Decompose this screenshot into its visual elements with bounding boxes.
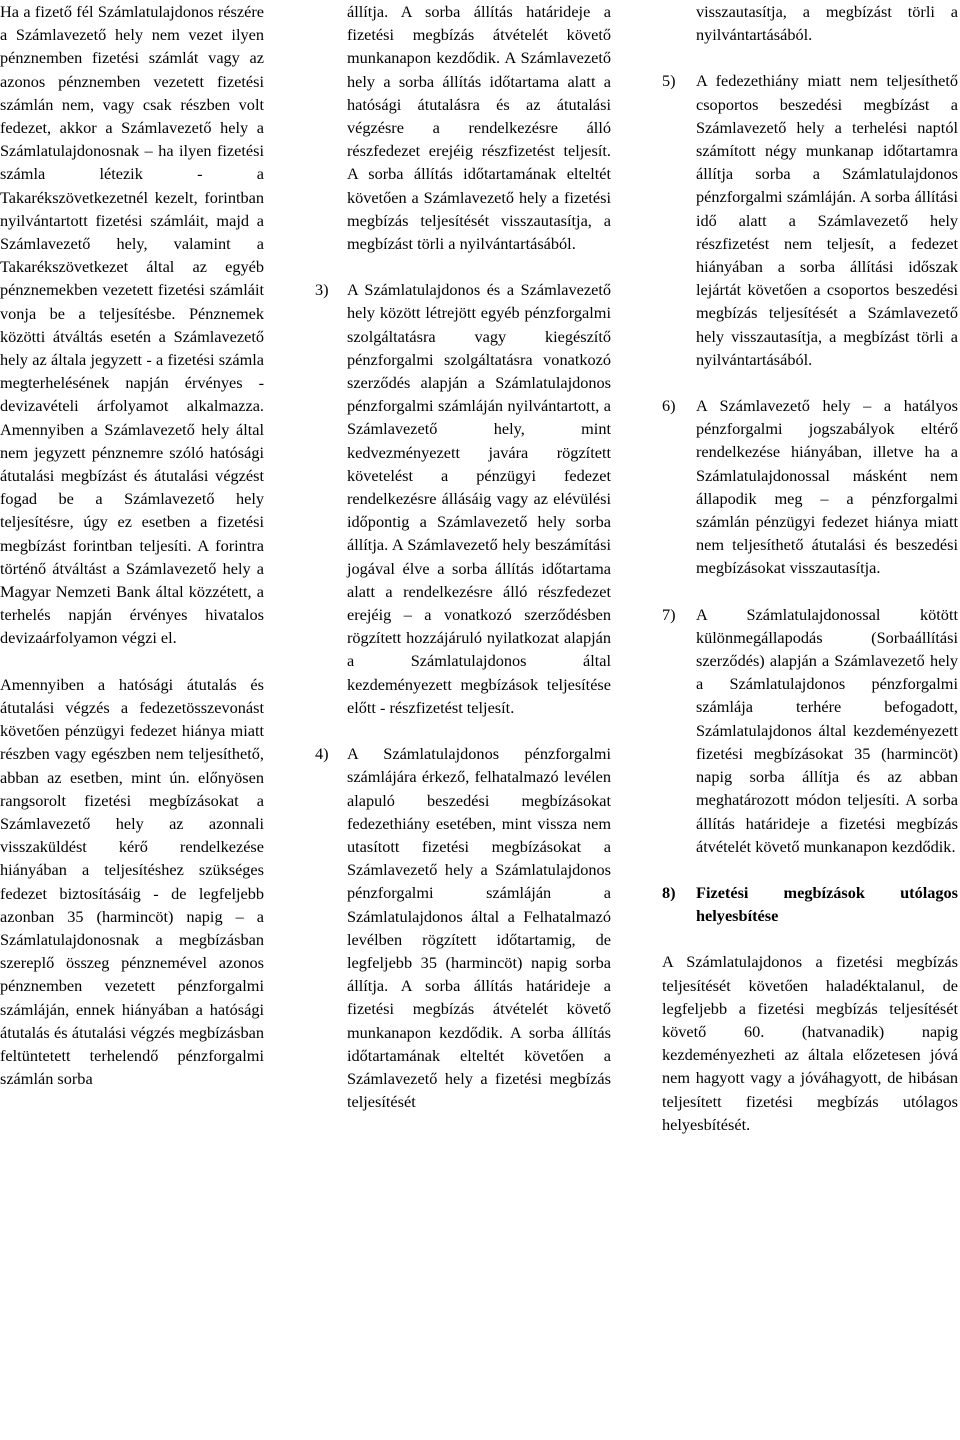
list-number: 6) (662, 396, 676, 416)
paragraph-continued: visszautasítja, a megbízást törli a nyilvántartásából. (696, 2, 958, 45)
list-item-text: A fedezethiány miatt nem teljesíthető csoportos beszedési megbízást a Számlavezető hely a terhelési naptól számított négy munkanap időtartamra állítja sorba a Számlatulajdonos pénzforgalmi számláján. A sorba állítási idő alatt a Számlavezető hely részfizetést nem teljesít, a fedezet hiányában a sorba állítási időszak lejártát követően a csoportos beszedési megbízás teljesítését a Számlavezető hely visszautasítja, a megbízást törli a nyilvántartásából. (696, 71, 958, 369)
column-middle (315, 0, 611, 1113)
list-number: 5) (662, 71, 676, 91)
list-item-5 (662, 69, 958, 371)
section-number: 8) (662, 882, 676, 902)
list-item-text: A Számlatulajdonossal kötött különmegállapodás (Sorbaállítási szerződés) alapján a Számlavezető hely a Számlatulajdonos pénzforgalmi számlája terhére befogadott, Számlatulajdonos által kezdeményezett fizetési megbízásokat 35 (harmincöt) napig sorba állítja és az abban meghatározott módon teljesíti. A sorba állítás határideje a fizetési megbízás átvételét követő munkanapon kezdődik. (696, 604, 958, 856)
list-item-text: A Számlatulajdonos és a Számlavezető hely között létrejött egyéb pénzforgalmi szolgáltatásra vagy kiegészítő pénzforgalmi szolgáltatásra vonatkozó szerződés alapján a Számlatulajdonos pénzforgalmi számláján nyilvántartott, a Számlavezető hely, mint kedvezményezett javára rögzített követelést a pénzügyi fedezet rendelkezésre állásáig vagy az elévülési időpontig a Számlavezető hely sorba állítja. A Számlavezető hely beszámítási jogával élve a sorba állítás időtartama alatt a rendelkezésre álló részfedezet erejéig – a vonatkozó szerződésben rögzített hozzájáruló nyilatkozat alapján a Számlatulajdonos által kezdeményezett megbízások teljesítése előtt - részfizetést teljesít. (347, 280, 611, 717)
section-heading: Fizetési megbízások utólagos helyesbítése (696, 882, 958, 926)
list-number: 4) (315, 744, 329, 764)
list-item-text: A Számlatulajdonos pénzforgalmi számlájára érkező, felhatalmazó levélen alapuló beszedési megbízásokat fedezethiány esetében, mint vissza nem utasított fizetési megbízásokat a Számlavezető hely a Számlatulajdonos pénzforgalmi számláján a Számlatulajdonos által a Felhatalmazó levélben rögzített időtartamig, de legfeljebb 35 (harmincöt) napig sorba állítja. A sorba állítás határideje a fizetési megbízás átvételét követő munkanapon kezdődik. A sorba állítás időtartamának elteltét követően a Számlavezető hely a fizetési megbízás teljesítését (347, 744, 611, 1112)
list-item-7 (662, 603, 958, 858)
paragraph-correction: A Számlatulajdonos a fizetési megbízás teljesítését követően haladéktalanul, de legfeljebb a fizetési megbízás teljesítését követő 60. (hatvanadik) napig kezdeményezheti az általa előzetesen jóvá nem hagyott vagy a jóváhagyott, de hibásan teljesített fizetési megbízás utólagos helyesbítését. (662, 952, 958, 1134)
paragraph-currency-conversion: Ha a fizető fél Számlatulajdonos részére a Számlavezető hely nem vezet ilyen pénznemben fizetési számlát vagy az azonos pénznemben vezetett fizetési számlán nem, vagy csak részben volt fedezet, akkor a Számlavezető hely a Számlatulajdonosnak – ha ilyen fizetési számla létezik - a Takarékszövetkezetnél kezelt, forintban nyilvántartott fizetési számláit, majd a Számlavezető hely, valamint a Takarékszövetkezet által az egyéb pénznemekben vezetett fizetési számláit vonja be a teljesítésbe. Pénznemek közötti átváltás esetén a Számlavezető hely az általa jegyzett - a fizetési számla megterhelésének napján érvényes - devizavételi árfolyamot alkalmazza. Amennyiben a Számlavezető hely által nem jegyzett pénznemre szóló hatósági átutalási megbízást és átutalási végzést fogad be a Számlavezető hely teljesítésre, úgy ez esetben a fizetési megbízást forintban teljesíti. A forintra történő átváltást a Számlavezető hely a Magyar Nemzeti Bank által közzétett, a terhelés napján érvényes hivatalos devizaárfolyamon végzi el. (0, 2, 264, 648)
list-item-6 (662, 394, 958, 580)
list-item-4 (315, 742, 611, 1113)
paragraph-insufficient-funds: Amennyiben a hatósági átutalás és átutalási végzés a fedezetösszevonást követően pénzügyi fedezet hiánya miatt részben vagy egészben nem teljesíthető, abban az esetben, mint ún. előnyösen rangsorolt fizetési megbízásokat a Számlavezető hely az azonnali visszaküldést kérő rendelkezése hiányában a teljesítéshez szükséges fedezet biztosításáig - de legfeljebb azonban 35 (harmincöt) napig – a Számlatulajdonosnak a megbízásban szereplő összeg pénznemével azonos pénznemben vezetett pénzforgalmi számláján, ennek hiányában a hatósági átutalás és átutalási végzés megbízásban feltüntetett terhelendő pénzforgalmi számlán sorba (0, 674, 264, 1089)
list-number: 3) (315, 280, 329, 300)
paragraph-queue-deadline: állítja. A sorba állítás határideje a fizetési megbízás átvételét követő munkanapon kezdődik. A Számlavezető hely a sorba állítás időtartama alatt a hatósági átutalásra és az átutalási végzésre a rendelkezésre álló részfedezet erejéig részfizetést teljesít. A sorba állítás időtartamának elteltét követően a Számlavezető hely a fizetési megbízás teljesítését visszautasítja, a megbízást törli a nyilvántartásából. (347, 2, 611, 254)
list-item-3 (315, 278, 611, 719)
column-left (0, 0, 264, 1090)
list-number: 7) (662, 604, 676, 624)
list-item-text: A Számlavezető hely – a hatályos pénzforgalmi jogszabályok eltérő rendelkezése hiányában, illetve ha a Számlatulajdonossal másként nem állapodik meg – a pénzforgalmi számlán pénzügyi fedezet hiánya miatt nem teljesíthető átutalási és beszedési megbízásokat visszautasítja. (696, 396, 958, 578)
section-heading-8 (662, 881, 958, 927)
column-right (662, 0, 958, 1136)
